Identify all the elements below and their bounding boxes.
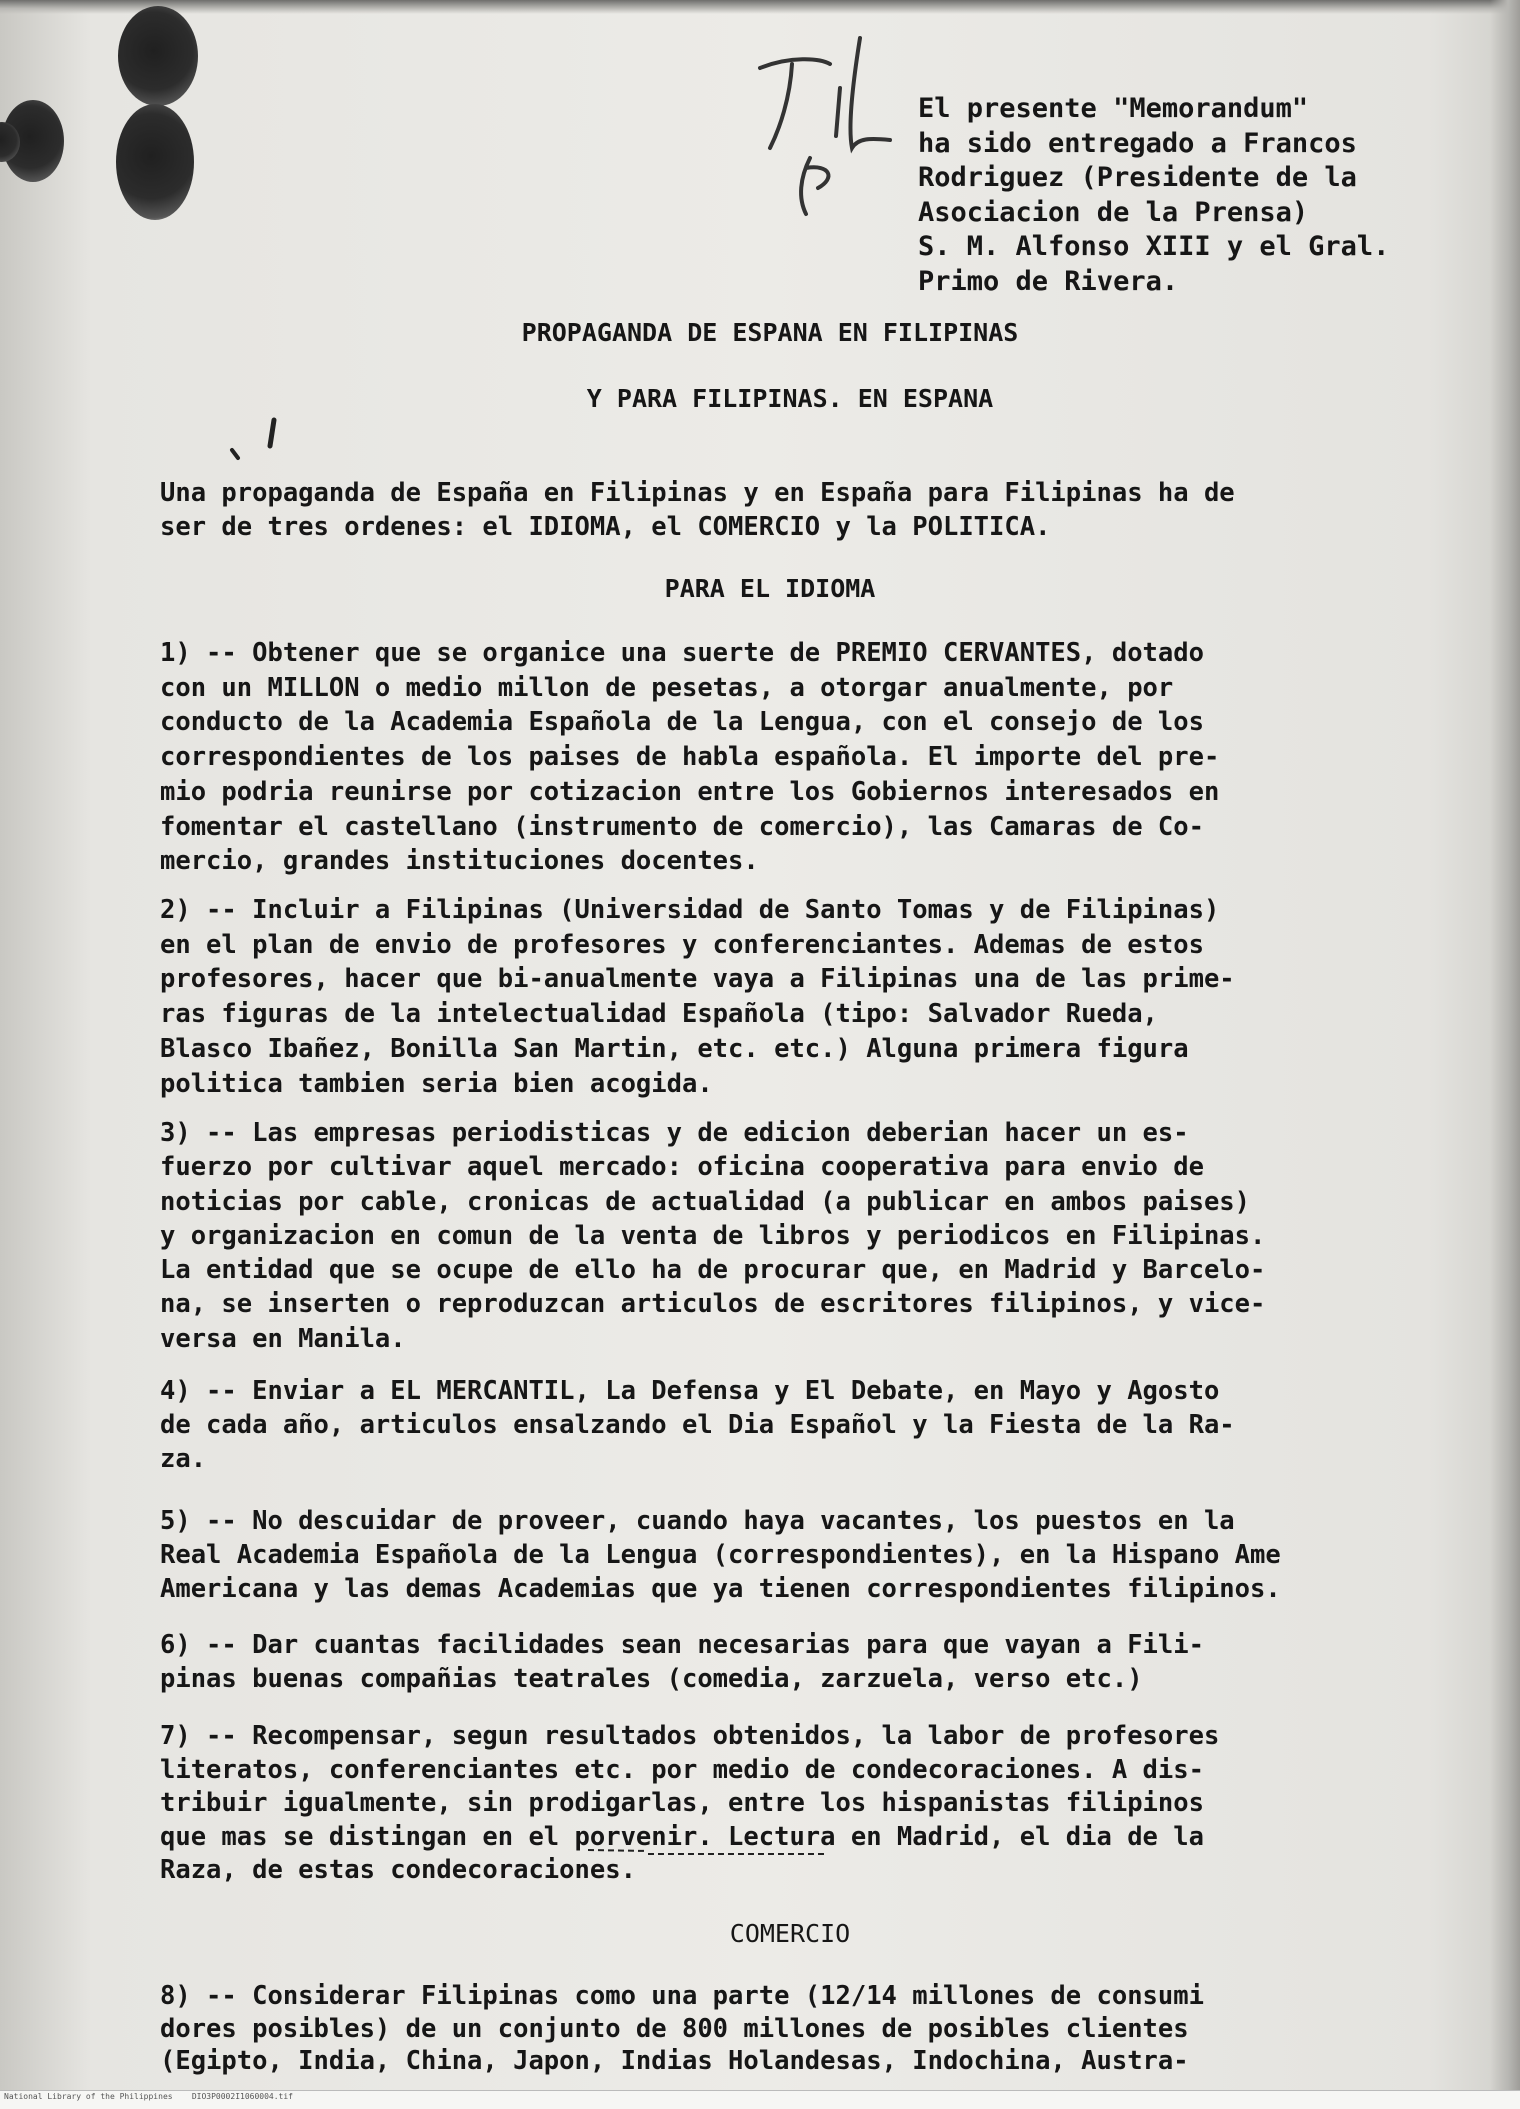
page-top-edge bbox=[0, 0, 1520, 14]
text-line: Una propaganda de España en Filipinas y en España para Filipinas ha de bbox=[160, 478, 1235, 508]
text-line: conducto de la Academia Española de la Lengua, con el consejo de los bbox=[160, 707, 1204, 738]
list-item bbox=[160, 1980, 1350, 2078]
handwritten-annotation bbox=[740, 28, 940, 228]
note-line: El presente "Memorandum" bbox=[918, 93, 1309, 124]
text-line: ser de tres ordenes: el IDIOMA, el COMERCIO y la POLITICA. bbox=[160, 512, 1051, 542]
punch-hole-mark bbox=[116, 104, 194, 220]
text-line: mio podria reunirse por cotizacion entre los Gobiernos interesados en bbox=[160, 776, 1220, 807]
text-line: versa en Manila. bbox=[160, 1323, 406, 1354]
punch-hole-mark bbox=[118, 6, 198, 106]
stray-ink-mark bbox=[226, 414, 286, 474]
intro-paragraph bbox=[160, 476, 1350, 544]
text-line: fuerzo por cultivar aquel mercado: oficina cooperativa para envio de bbox=[160, 1152, 1204, 1183]
document-title: PROPAGANDA DE ESPANA EN FILIPINAS bbox=[521, 318, 1019, 347]
text-line: politica tambien seria bien acogida. bbox=[160, 1068, 713, 1099]
text-line: 1) -- Obtener que se organice una suerte de PREMIO CERVANTES, dotado bbox=[160, 638, 1204, 668]
text-line: na, se inserten o reproduzcan articulos de escritores filipinos, y vice- bbox=[160, 1289, 1266, 1320]
note-line: Primo de Rivera. bbox=[918, 265, 1179, 297]
list-item bbox=[160, 893, 1350, 1101]
list-item bbox=[160, 1116, 1350, 1356]
text-line: La entidad que se ocupe de ello ha de procurar que, en Madrid y Barcelo- bbox=[160, 1255, 1266, 1286]
list-item bbox=[160, 1628, 1350, 1696]
note-line: S. M. Alfonso XIII y el Gral. bbox=[918, 231, 1390, 262]
text-line: y organizacion en comun de la venta de libros y periodicos en Filipinas. bbox=[160, 1220, 1266, 1251]
text-line: tribuir igualmente, sin prodigarlas, entre los hispanistas filipinos bbox=[160, 1788, 1204, 1818]
text-line: za. bbox=[160, 1444, 207, 1474]
document-subtitle: Y PARA FILIPINAS. EN ESPANA bbox=[586, 384, 994, 413]
text-line: 8) -- Considerar Filipinas como una parte (12/14 millones de consumi bbox=[160, 1981, 1204, 2011]
text-line: ras figuras de la intelectualidad Española (tipo: Salvador Rueda, bbox=[160, 999, 1158, 1030]
underline-mark bbox=[588, 1846, 848, 1858]
text-line: profesores, hacer que bi-anualmente vaya a Filipinas una de las prime- bbox=[160, 964, 1235, 995]
text-line: 3) -- Las empresas periodisticas y de edicion deberian hacer un es- bbox=[160, 1118, 1189, 1148]
note-line: ha sido entregado a Francos bbox=[918, 127, 1357, 159]
text-line: dores posibles) de un conjunto de 800 millones de posibles clientes bbox=[160, 2013, 1189, 2044]
text-line: (Egipto, India, China, Japon, Indias Holandesas, Indochina, Austra- bbox=[160, 2046, 1189, 2076]
scan-footer-text: National Library of the Philippines DIO3P0002I1060004.tif bbox=[4, 2092, 293, 2101]
text-line: fomentar el castellano (instrumento de comercio), las Camaras de Co- bbox=[160, 811, 1204, 842]
list-item bbox=[160, 1504, 1350, 1606]
delivery-note bbox=[918, 92, 1438, 299]
text-line: con un MILLON o medio millon de pesetas, a otorgar anualmente, por bbox=[160, 672, 1174, 703]
text-line: noticias por cable, cronicas de actualidad (a publicar en ambos paises) bbox=[160, 1186, 1251, 1217]
section-heading-comercio: COMERCIO bbox=[729, 1919, 851, 1948]
note-line: Rodriguez (Presidente de la bbox=[918, 162, 1357, 193]
text-line: 4) -- Enviar a EL MERCANTIL, La Defensa y El Debate, en Mayo y Agosto bbox=[160, 1376, 1220, 1406]
page-right-edge bbox=[1490, 0, 1520, 2090]
section-heading-idioma: PARA EL IDIOMA bbox=[664, 574, 876, 603]
text-line: pinas buenas compañias teatrales (comedia, zarzuela, verso etc.) bbox=[160, 1664, 1143, 1694]
list-item bbox=[160, 636, 1350, 879]
list-item bbox=[160, 1374, 1350, 1476]
text-line: 5) -- No descuidar de proveer, cuando haya vacantes, los puestos en la bbox=[160, 1506, 1235, 1536]
text-line: 7) -- Recompensar, segun resultados obtenidos, la labor de profesores bbox=[160, 1721, 1220, 1751]
text-line: mercio, grandes instituciones docentes. bbox=[160, 846, 759, 877]
text-line: literatos, conferenciantes etc. por medio de condecoraciones. A dis- bbox=[160, 1754, 1204, 1785]
text-line: correspondientes de los paises de habla española. El importe del pre- bbox=[160, 742, 1220, 773]
text-line: que mas se distingan en el porvenir. Lectura en Madrid, el dia de la bbox=[160, 1821, 1204, 1852]
text-line: en el plan de envio de profesores y conferenciantes. Ademas de estos bbox=[160, 929, 1204, 960]
list-item bbox=[160, 1720, 1350, 1888]
text-line: Real Academia Española de la Lengua (correspondientes), en la Hispano Ame bbox=[160, 1540, 1281, 1570]
text-line: 6) -- Dar cuantas facilidades sean necesarias para que vayan a Fili- bbox=[160, 1630, 1204, 1660]
text-line: Raza, de estas condecoraciones. bbox=[160, 1855, 636, 1885]
text-line: Blasco Ibañez, Bonilla San Martin, etc. etc.) Alguna primera figura bbox=[160, 1033, 1189, 1064]
note-line: Asociacion de la Prensa) bbox=[918, 196, 1309, 228]
text-line: Americana y las demas Academias que ya tienen correspondientes filipinos. bbox=[160, 1574, 1281, 1604]
text-line: de cada año, articulos ensalzando el Dia Español y la Fiesta de la Ra- bbox=[160, 1410, 1235, 1440]
text-line: 2) -- Incluir a Filipinas (Universidad de Santo Tomas y de Filipinas) bbox=[160, 895, 1220, 925]
